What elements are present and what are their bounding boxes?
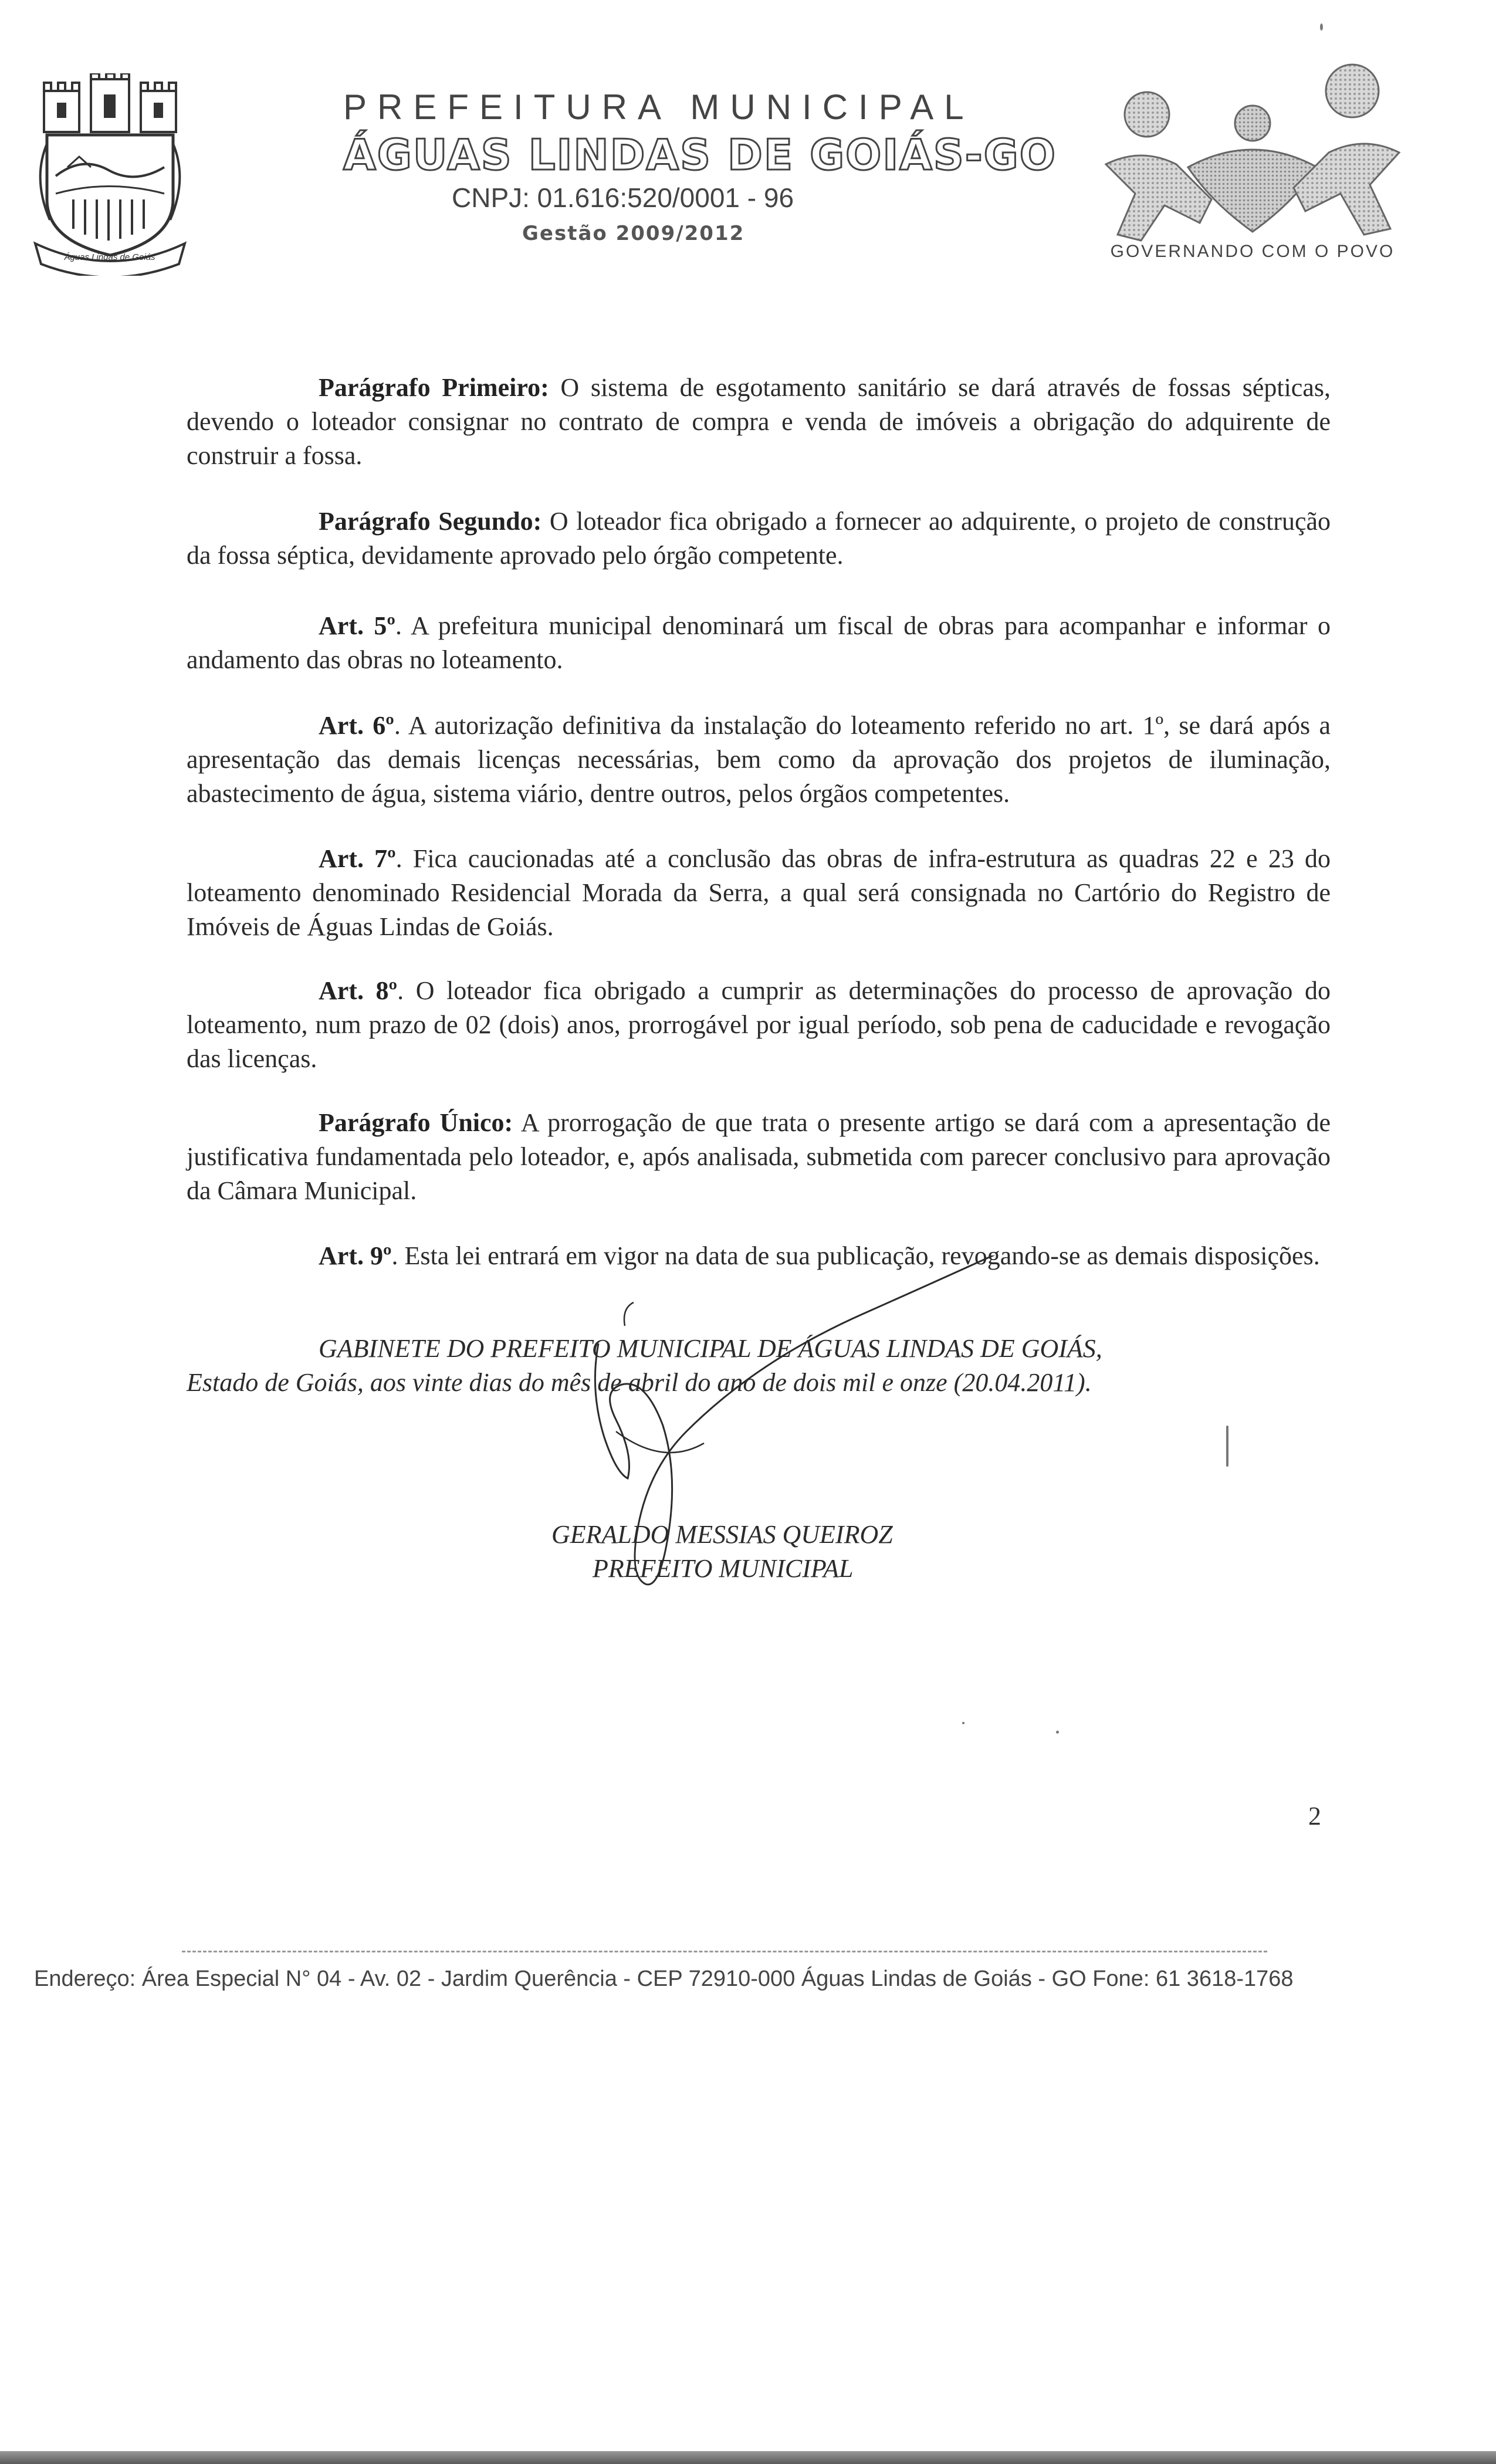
- article-label: Art. 8º: [319, 976, 398, 1005]
- org-title: PREFEITURA MUNICIPAL: [343, 87, 974, 127]
- scan-speck: [1056, 1731, 1059, 1734]
- paragraph-text: O sistema de esgotamento sanitário se dará através de fossas sépticas, devendo o loteador consignar no contrato de compra e venda de imóveis a obrigação do adquirente de construir a fossa.: [187, 373, 1331, 470]
- paragraph-text: O loteador fica obrigado a fornecer ao adquirente, o projeto de construção da fossa séptica, devidamente aprovado pelo órgão competente.: [187, 507, 1331, 570]
- article-6: [187, 709, 1331, 811]
- article-8: [187, 974, 1331, 1076]
- org-city: ÁGUAS LINDAS DE GOIÁS-GO: [343, 130, 1057, 180]
- article-label: Art. 7º: [319, 844, 396, 873]
- page-number: 2: [1308, 1802, 1321, 1830]
- article-text: . A autorização definitiva da instalação do loteamento referido no art. 1º, se dará após a apresentação das demais licenças necessárias, bem como da aprovação dos projetos de iluminação, abastecimento de água, sistema viário, dentre outros, pelos órgãos competentes.: [187, 711, 1331, 808]
- crest-ribbon-text: Águas Lindas de Goiás: [64, 252, 155, 262]
- municipal-crest-icon: [32, 73, 188, 276]
- article-text: . Esta lei entrará em vigor na data de sua publicação, revogando-se as demais disposições.: [391, 1241, 1320, 1270]
- scan-edge: [0, 2451, 1496, 2464]
- closing-line-2: Estado de Goiás, aos vinte dias do mês de abril do ano de dois mil e onze (20.04.2011).: [187, 1368, 1092, 1397]
- paragraph-label: Parágrafo Único:: [319, 1108, 513, 1137]
- government-motto: GOVERNANDO COM O POVO: [1110, 242, 1395, 261]
- paragraph-label: Parágrafo Primeiro:: [319, 373, 549, 402]
- signatory-role: PREFEITO MUNICIPAL: [593, 1554, 854, 1583]
- paragraph-unico: [187, 1106, 1331, 1208]
- paragraph-primeiro: [187, 371, 1331, 473]
- paragraph-text: A prorrogação de que trata o presente artigo se dará com a apresentação de justificativa fundamentada pelo loteador, e, após analisada, submetida com parecer conclusivo para aprovação da Câmara Municipal.: [187, 1108, 1331, 1205]
- article-7: [187, 842, 1331, 944]
- scan-speck: [1226, 1426, 1228, 1467]
- signatory-name: GERALDO MESSIAS QUEIROZ: [551, 1520, 893, 1549]
- article-label: Art. 9º: [319, 1241, 392, 1270]
- org-cnpj: CNPJ: 01.616:520/0001 - 96: [452, 182, 794, 213]
- article-text: . O loteador fica obrigado a cumprir as determinações do processo de aprovação do loteamento, num prazo de 02 (dois) anos, prorrogável por igual período, sob pena de caducidade e revogação das licenças.: [187, 976, 1331, 1073]
- article-5: [187, 609, 1331, 677]
- paragraph-segundo: [187, 505, 1331, 573]
- org-term: Gestão 2009/2012: [522, 222, 745, 245]
- footer-address: Endereço: Área Especial N° 04 - Av. 02 - Jardim Querência - CEP 72910-000 Águas Lindas de Goiás - GO Fone: 61 3618-1768: [34, 1967, 1294, 1991]
- closing-line-1: GABINETE DO PREFEITO MUNICIPAL DE ÁGUAS LINDAS DE GOIÁS,: [319, 1334, 1102, 1363]
- footer-divider: [182, 1951, 1267, 1952]
- handwritten-signature-icon: [581, 1255, 1156, 1678]
- scan-speck: [1320, 23, 1323, 31]
- scan-speck: [962, 1722, 964, 1724]
- paragraph-label: Parágrafo Segundo:: [319, 507, 542, 536]
- article-text: . A prefeitura municipal denominará um fiscal de obras para acompanhar e informar o andamento das obras no loteamento.: [187, 611, 1331, 674]
- people-heart-logo-icon: [1094, 59, 1411, 252]
- article-label: Art. 6º: [319, 711, 394, 740]
- article-label: Art. 5º: [319, 611, 395, 640]
- article-text: . Fica caucionadas até a conclusão das obras de infra-estrutura as quadras 22 e 23 do loteamento denominado Residencial Morada da Serra, a qual será consignada no Cartório do Registro de Imóveis de Águas Lindas de Goiás.: [187, 844, 1331, 941]
